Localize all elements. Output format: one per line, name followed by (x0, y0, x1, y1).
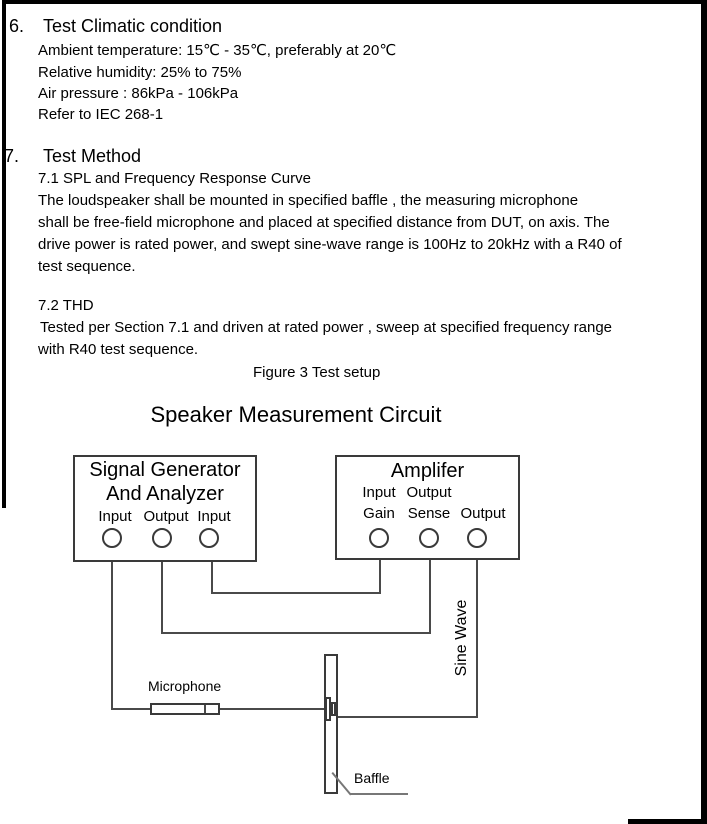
gen-terminal-label-input1: Input (98, 508, 132, 525)
baffle-label: Baffle (354, 770, 390, 786)
page-border-top (2, 0, 707, 4)
microphone-symbol (150, 703, 220, 715)
gen-input2-terminal-circle (199, 528, 219, 548)
section71-line2: shall be free-field microphone and placed at specified distance from DUT, on axis. The (38, 214, 610, 231)
wire-amp-output-to-baffle (337, 716, 478, 718)
wire-output-to-sense (161, 632, 431, 634)
figure-caption: Figure 3 Test setup (253, 364, 381, 381)
section7-title: Test Method (43, 146, 142, 166)
section7-number: 7. (4, 146, 20, 166)
section71-heading: 7.1 SPL and Frequency Response Curve (38, 170, 311, 187)
section72-line1: Tested per Section 7.1 and driven at rated power , sweep at specified frequency range (40, 319, 613, 336)
amp-gain-terminal-circle (369, 528, 389, 548)
wire-to-microphone (111, 708, 152, 710)
wire-gen-input1-down (111, 548, 113, 710)
section6-line-refer: Refer to IEC 268-1 (38, 106, 164, 123)
section71-line4: test sequence. (38, 258, 136, 275)
microphone-label: Microphone (148, 678, 222, 694)
gen-terminal-label-input2: Input (197, 508, 231, 525)
section6-title: Test Climatic condition (43, 16, 223, 36)
amp-label-input: Input (362, 484, 396, 501)
section71-line3: drive power is rated power, and swept sine-wave range is 100Hz to 20kHz with a R40 of (38, 236, 622, 253)
amp-output-terminal-circle (467, 528, 487, 548)
page-border-right (701, 0, 707, 824)
section6-line-pressure: Air pressure : 86kPa - 106kPa (38, 85, 239, 102)
amp-sense-terminal-circle (419, 528, 439, 548)
page-border-bottom (628, 819, 707, 824)
amplifier-title: Amplifer (390, 460, 465, 482)
wire-microphone-to-baffle (220, 708, 326, 710)
signal-generator-title-line1: Signal Generator (89, 459, 241, 481)
section6-number: 6. (9, 16, 25, 36)
page-border-left (2, 0, 6, 508)
amp-label-output2: Output (460, 505, 506, 522)
amp-label-gain: Gain (363, 505, 395, 522)
sine-wave-label: Sine Wave (453, 599, 470, 677)
signal-generator-title-line2: And Analyzer (106, 483, 224, 505)
section72-line2: with R40 test sequence. (38, 341, 199, 358)
speaker-symbol-inner (331, 702, 336, 716)
gen-input1-terminal-circle (102, 528, 122, 548)
wire-sense-up (429, 548, 431, 634)
wire-input2-to-gain (211, 592, 381, 594)
diagram-title: Speaker Measurement Circuit (150, 402, 442, 427)
gen-output-terminal-circle (152, 528, 172, 548)
gen-terminal-label-output: Output (143, 508, 189, 525)
section6-line-humidity: Relative humidity: 25% to 75% (38, 64, 242, 81)
section6-line-ambient: Ambient temperature: 15℃ - 35℃, preferably at 20℃ (38, 42, 397, 59)
amp-label-output: Output (406, 484, 452, 501)
section71-line1: The loudspeaker shall be mounted in specified baffle , the measuring microphone (38, 192, 579, 209)
section72-heading: 7.2 THD (38, 297, 94, 314)
wire-amp-output-down (476, 548, 478, 718)
baffle-leader-horizontal (350, 793, 408, 795)
microphone-symbol-divider (204, 705, 206, 713)
amp-label-sense: Sense (407, 505, 451, 522)
